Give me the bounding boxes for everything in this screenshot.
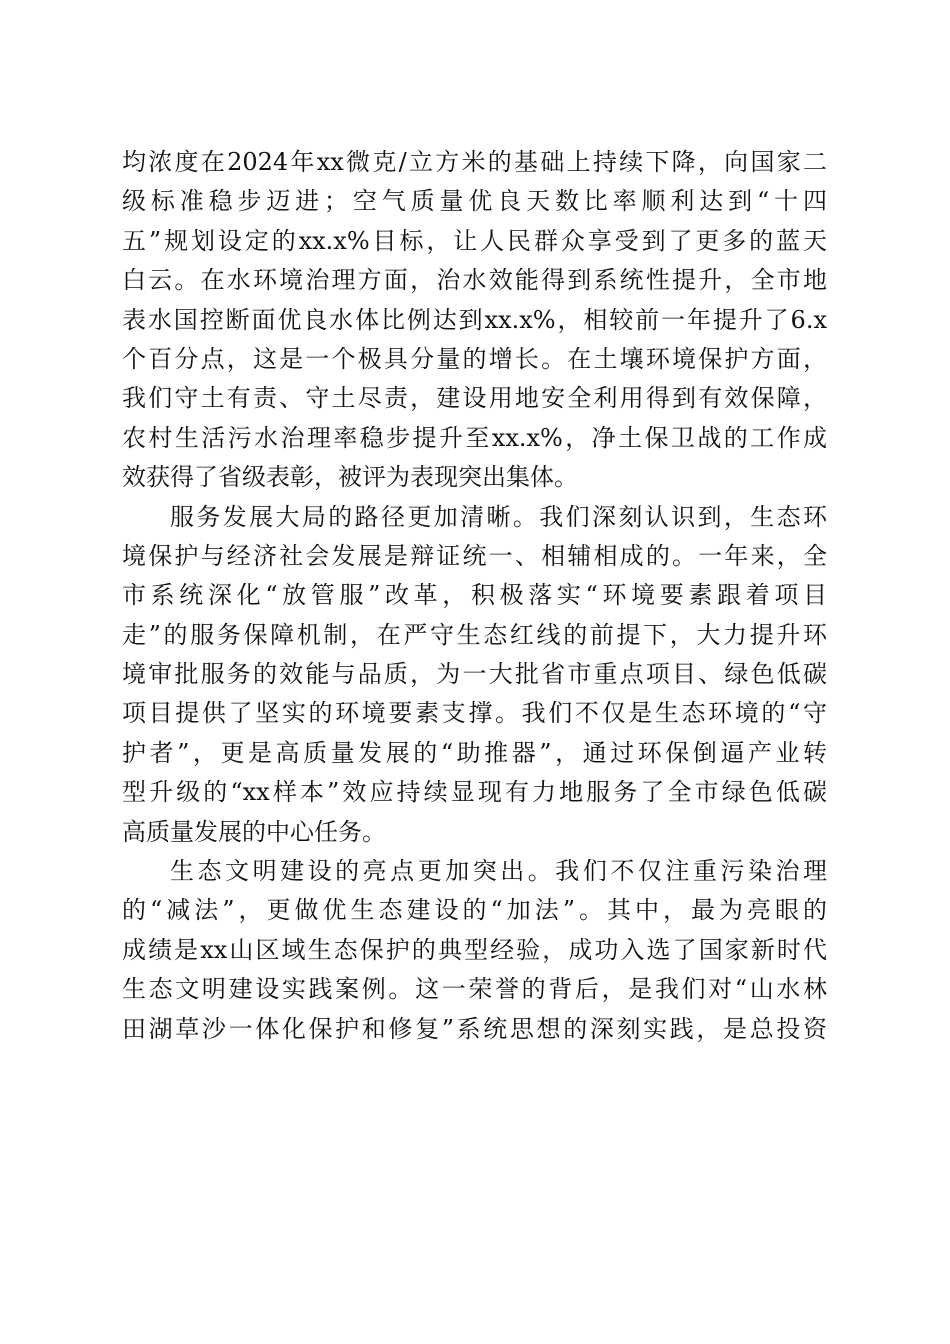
text-line: 田湖草沙一体化保护和修复”系统思想的深刻实践，是总投资 bbox=[122, 1014, 827, 1043]
text-line: 走”的服务保障机制，在严守生态红线的前提下，大力提升环 bbox=[122, 620, 827, 649]
text-line: 白云。在水环境治理方面，治水效能得到系统性提升，全市地 bbox=[122, 266, 827, 295]
text-line: 五”规划设定的xx.x%目标，让人民群众享受到了更多的蓝天 bbox=[122, 226, 827, 255]
text-line: 均浓度在2024年xx微克/立方米的基础上持续下降，向国家二 bbox=[122, 148, 827, 176]
text-line: 农村生活污水治理率稳步提升至xx.x%，净土保卫战的工作成 bbox=[122, 423, 827, 452]
text-line: 的“减法”，更做优生态建设的“加法”。其中，最为亮眼的 bbox=[122, 896, 827, 925]
text-line: 高质量发展的中心任务。 bbox=[122, 817, 386, 846]
text-line: 我们守土有责、守土尽责，建设用地安全利用得到有效保障， bbox=[122, 384, 827, 413]
text-line: 生态文明建设实践案例。这一荣誉的背后，是我们对“山水林 bbox=[122, 975, 827, 1004]
body-text bbox=[122, 143, 827, 1049]
text-line: 效获得了省级表彰，被评为表现突出集体。 bbox=[122, 463, 578, 492]
text-line: 市系统深化“放管服”改革，积极落实“环境要素跟着项目 bbox=[122, 581, 827, 610]
text-line: 境审批服务的效能与品质，为一大批省市重点项目、绿色低碳 bbox=[122, 660, 827, 689]
text-line: 表水国控断面优良水体比例达到xx.x%，相较前一年提升了6.x bbox=[122, 305, 827, 334]
text-line: 境保护与经济社会发展是辩证统一、相辅相成的。一年来，全 bbox=[122, 541, 827, 570]
text-line: 护者”，更是高质量发展的“助推器”，通过环保倒逼产业转 bbox=[122, 738, 827, 767]
paragraph-start-line: 生态文明建设的亮点更加突出。我们不仅注重污染治理 bbox=[170, 857, 827, 886]
text-line: 级标准稳步迈进；空气质量优良天数比率顺利达到“十四 bbox=[122, 187, 827, 216]
text-line: 成绩是xx山区域生态保护的典型经验，成功入选了国家新时代 bbox=[122, 935, 827, 964]
text-line: 项目提供了坚实的环境要素支撑。我们不仅是生态环境的“守 bbox=[122, 699, 827, 728]
paragraph-start-line: 服务发展大局的路径更加清晰。我们深刻认识到，生态环 bbox=[170, 502, 827, 531]
text-line: 型升级的“xx样本”效应持续显现有力地服务了全市绿色低碳 bbox=[122, 778, 827, 807]
text-line: 个百分点，这是一个极具分量的增长。在土壤环境保护方面， bbox=[122, 344, 827, 373]
